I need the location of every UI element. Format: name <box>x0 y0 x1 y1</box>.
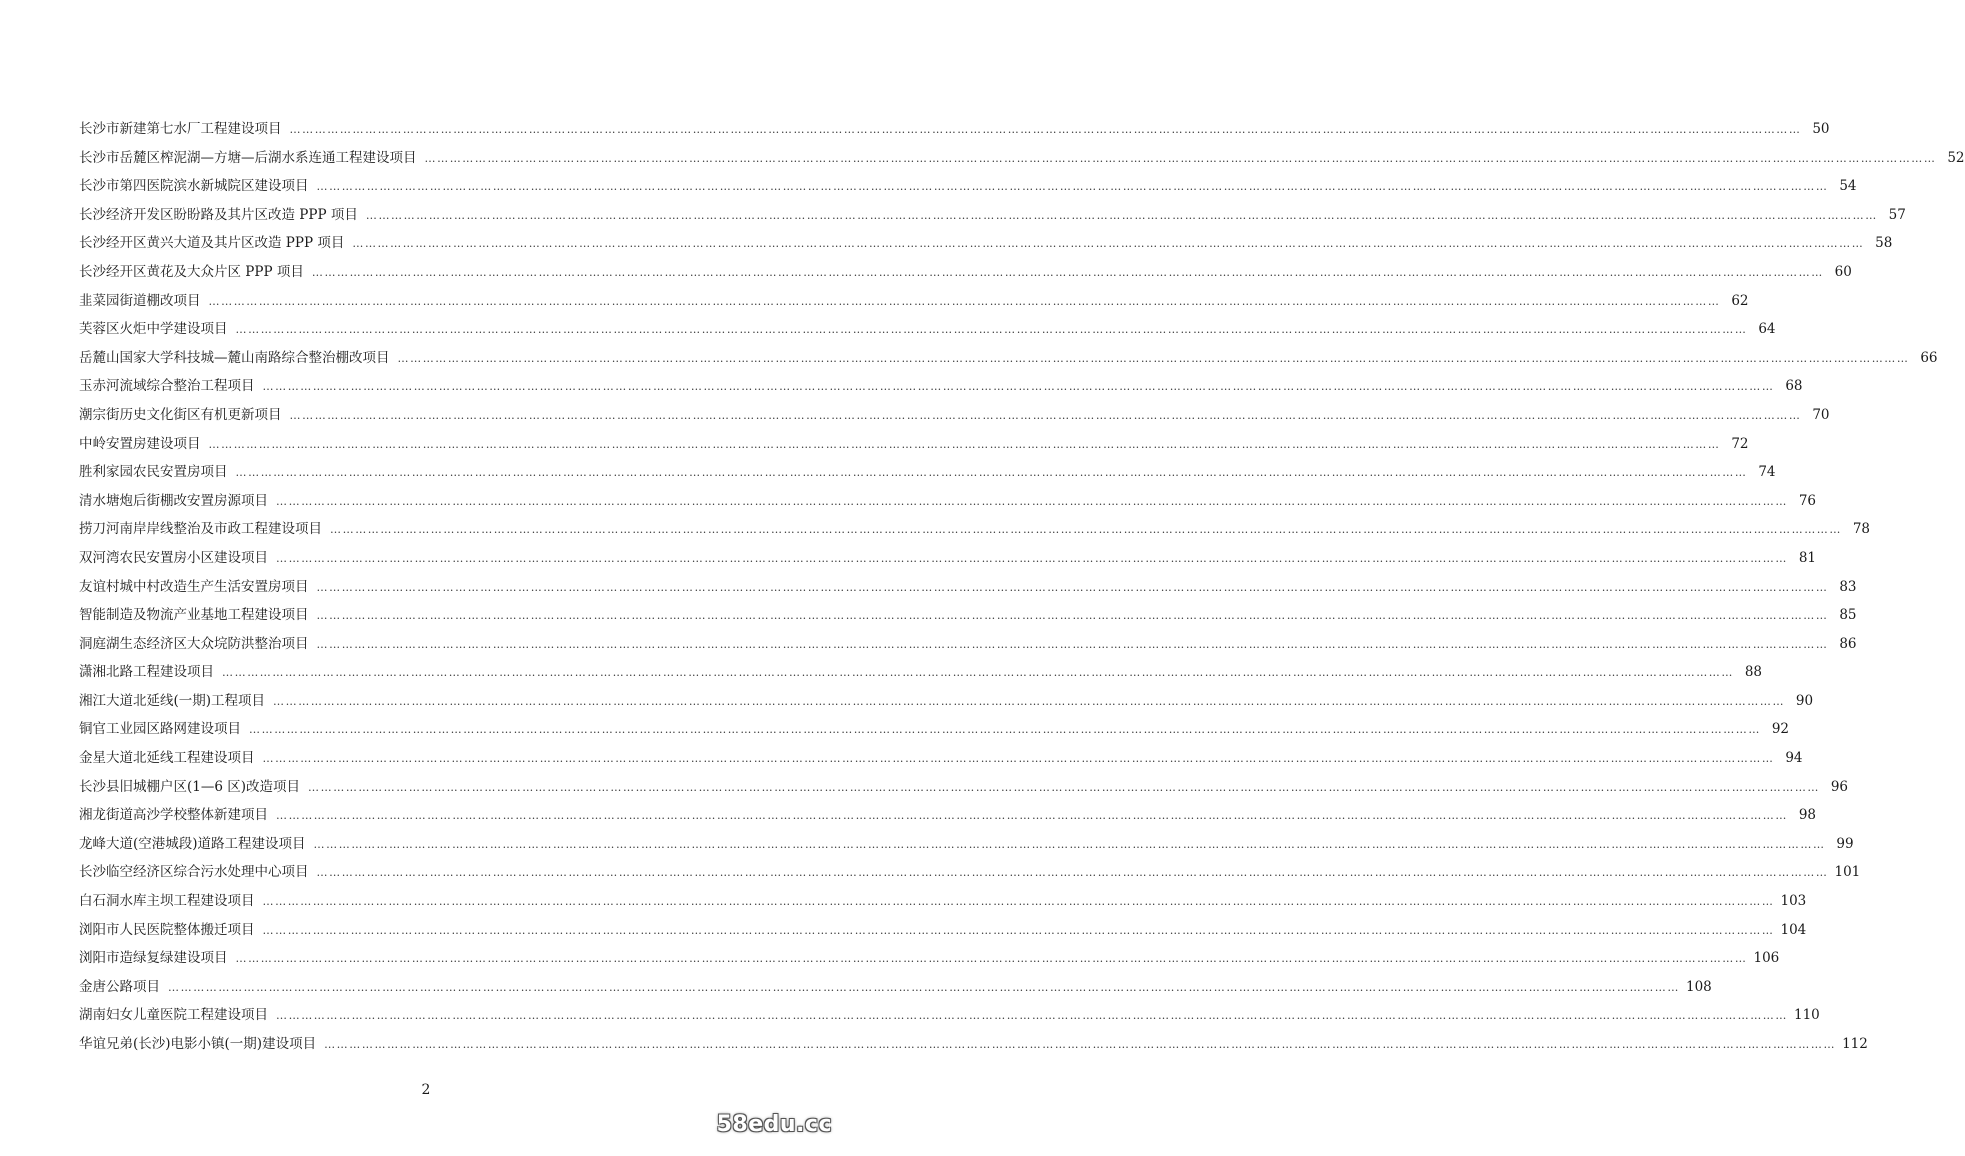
toc-entry <box>79 229 1893 258</box>
toc-entry-title: 白石洞水库主坝工程建设项目 <box>79 893 255 910</box>
toc-entry-page: 83 <box>1839 578 1857 595</box>
toc-dot-leader: ……………………………………………………………………………………………………………………………………………………………………………………………………………………………………………………………………………………………………………………………… <box>313 837 1826 851</box>
toc-dot-leader: ……………………………………………………………………………………………………………………………………………………………………………………………………………………………………………………………………………………………………………………………… <box>262 895 1775 909</box>
toc-entry-page: 99 <box>1836 835 1854 852</box>
toc-entry-page: 72 <box>1731 435 1749 452</box>
toc-entry <box>79 887 1807 916</box>
toc-entry-page: 66 <box>1920 349 1938 366</box>
toc-entry <box>79 344 1938 373</box>
toc-entry <box>79 315 1776 344</box>
toc-dot-leader: ……………………………………………………………………………………………………………………………………………………………………………………………………………………………………………………………………………………………………………………………… <box>316 866 1829 880</box>
toc-dot-leader: ……………………………………………………………………………………………………………………………………………………………………………………………………………………………………………………………………………………………………………………………… <box>289 123 1802 136</box>
toc-dot-leader: ……………………………………………………………………………………………………………………………………………………………………………………………………………………………………………………………………………………………………………………………… <box>316 637 1829 651</box>
toc-entry-page: 112 <box>1842 1036 1868 1052</box>
watermark: 58edu.cc <box>716 1112 832 1137</box>
toc-entry-title: 中岭安置房建设项目 <box>79 435 201 452</box>
toc-entry <box>79 944 1780 973</box>
toc-entry <box>79 658 1762 687</box>
toc-entry-title: 清水塘炮后街棚改安置房源项目 <box>79 492 268 509</box>
toc-entry <box>79 687 1814 716</box>
toc-entry-title: 潇湘北路工程建设项目 <box>79 664 214 681</box>
toc-entry <box>79 858 1861 887</box>
toc-entry <box>79 744 1803 773</box>
toc-entry <box>79 144 1965 173</box>
toc-entry-title: 长沙经开区黄花及大众片区 PPP 项目 <box>79 263 304 280</box>
toc-entry-page: 85 <box>1839 607 1857 624</box>
toc-dot-leader: ……………………………………………………………………………………………………………………………………………………………………………………………………………………………………………………………………………………………………………………………… <box>273 694 1786 708</box>
toc-dot-leader: ……………………………………………………………………………………………………………………………………………………………………………………………………………………………………………………………………………………………………………………………… <box>316 609 1829 623</box>
toc-entry <box>79 201 1906 230</box>
toc-entry-title: 长沙经济开发区盼盼路及其片区改造 PPP 项目 <box>79 206 358 223</box>
toc-entry-page: 50 <box>1812 121 1830 137</box>
toc-entry <box>79 515 1870 544</box>
toc-entry <box>79 258 1852 287</box>
toc-dot-leader: ……………………………………………………………………………………………………………………………………………………………………………………………………………………………………………………………………………………………………………………………… <box>276 1009 1788 1023</box>
toc-entry-title: 金唐公路项目 <box>79 978 160 995</box>
toc-entry <box>79 1001 1820 1030</box>
toc-entry <box>79 401 1830 430</box>
toc-dot-leader: ……………………………………………………………………………………………………………………………………………………………………………………………………………………………………………………………………………………………………………………………… <box>324 1038 1837 1051</box>
toc-entry <box>79 630 1857 659</box>
toc-entry-title: 长沙市新建第七水厂工程建设项目 <box>79 121 282 137</box>
toc-entry <box>79 573 1857 602</box>
toc-entry-page: 110 <box>1794 1007 1820 1024</box>
toc-dot-leader: ……………………………………………………………………………………………………………………………………………………………………………………………………………………………………………………………………………………………………………………………… <box>330 523 1842 537</box>
toc-entry-title: 金星大道北延线工程建设项目 <box>79 750 255 767</box>
toc-entry <box>79 487 1816 516</box>
toc-entry-title: 洞庭湖生态经济区大众垸防洪整治项目 <box>79 635 309 652</box>
toc-entry-title: 湖南妇女儿童医院工程建设项目 <box>79 1007 268 1024</box>
toc-dot-leader: ……………………………………………………………………………………………………………………………………………………………………………………………………………………………………………………………………………………………………………………………… <box>365 208 1878 222</box>
toc-entry-page: 58 <box>1875 235 1893 252</box>
toc-entry-page: 52 <box>1947 149 1965 166</box>
toc-entry-page: 57 <box>1888 206 1906 223</box>
toc-entry-title: 韭菜园街道棚改项目 <box>79 292 201 309</box>
toc-entry-title: 潮宗街历史文化街区有机更新项目 <box>79 406 282 423</box>
toc-entry-title: 岳麓山国家大学科技城—麓山南路综合整治棚改项目 <box>79 349 390 366</box>
toc-entry-page: 98 <box>1798 807 1816 824</box>
toc-dot-leader: ……………………………………………………………………………………………………………………………………………………………………………………………………………………………………………………………………………………………………………………………… <box>276 809 1788 823</box>
toc-entry-page: 86 <box>1839 635 1857 652</box>
toc-entry-page: 81 <box>1798 549 1816 566</box>
toc-entry-page: 96 <box>1830 778 1849 795</box>
toc-entry-title: 铜官工业园区路网建设项目 <box>79 721 241 738</box>
toc-entry <box>79 172 1857 201</box>
toc-entry-title: 友谊村城中村改造生产生活安置房项目 <box>79 578 309 595</box>
toc-dot-leader: ……………………………………………………………………………………………………………………………………………………………………………………………………………………………………………………………………………………………………………………………… <box>276 494 1788 508</box>
toc-entry-page: 103 <box>1780 893 1807 910</box>
toc-dot-leader: ……………………………………………………………………………………………………………………………………………………………………………………………………………………………………………………………………………………………………………………………… <box>208 294 1721 308</box>
toc-entry <box>79 830 1854 859</box>
toc-entry-page: 92 <box>1771 721 1789 738</box>
toc-entry <box>79 1030 1868 1059</box>
toc-dot-leader: ……………………………………………………………………………………………………………………………………………………………………………………………………………………………………………………………………………………………………………………………… <box>424 151 1937 165</box>
toc-entry-page: 60 <box>1834 263 1852 280</box>
table-of-contents <box>79 115 1965 1059</box>
toc-entry <box>79 372 1803 401</box>
toc-dot-leader: ……………………………………………………………………………………………………………………………………………………………………………………………………………………………………………………………………………………………………………………………… <box>262 923 1775 937</box>
toc-entry <box>79 773 1849 802</box>
toc-entry-title: 长沙经开区黄兴大道及其片区改造 PPP 项目 <box>79 235 345 252</box>
toc-dot-leader: ……………………………………………………………………………………………………………………………………………………………………………………………………………………………………………………………………………………………………………………………… <box>316 180 1829 194</box>
toc-entry <box>79 801 1816 830</box>
toc-entry-title: 龙峰大道(空港城段)道路工程建设项目 <box>79 835 306 852</box>
toc-entry <box>79 715 1789 744</box>
toc-entry <box>79 544 1816 573</box>
toc-entry <box>79 916 1807 945</box>
toc-entry-page: 64 <box>1758 321 1776 338</box>
toc-entry-page: 90 <box>1795 692 1814 709</box>
toc-entry-page: 76 <box>1798 492 1816 509</box>
toc-dot-leader: ……………………………………………………………………………………………………………………………………………………………………………………………………………………………………………………………………………………………………………………………… <box>222 666 1734 680</box>
toc-entry-page: 108 <box>1686 978 1712 995</box>
toc-entry-title: 双河湾农民安置房小区建设项目 <box>79 549 268 566</box>
toc-entry-title: 浏阳市造绿复绿建设项目 <box>79 950 228 967</box>
toc-entry-page: 94 <box>1785 750 1803 767</box>
toc-entry-page: 104 <box>1780 921 1807 938</box>
toc-entry <box>79 458 1776 487</box>
toc-entry-title: 湘龙街道高沙学校整体新建项目 <box>79 807 268 824</box>
toc-dot-leader: ……………………………………………………………………………………………………………………………………………………………………………………………………………………………………………………………………………………………………………………………… <box>235 952 1748 966</box>
toc-entry <box>79 115 1830 144</box>
toc-entry-title: 玉赤河流域综合整治工程项目 <box>79 378 255 395</box>
toc-dot-leader: ……………………………………………………………………………………………………………………………………………………………………………………………………………………………………………………………………………………………………………………………… <box>352 237 1865 251</box>
toc-entry-page: 101 <box>1834 864 1861 881</box>
toc-dot-leader: ……………………………………………………………………………………………………………………………………………………………………………………………………………………………………………………………………………………………………………………………… <box>311 265 1824 279</box>
toc-entry <box>79 601 1857 630</box>
toc-dot-leader: ……………………………………………………………………………………………………………………………………………………………………………………………………………………………………………………………………………………………………………………………… <box>235 466 1748 480</box>
toc-entry-page: 74 <box>1758 464 1776 481</box>
toc-entry-page: 78 <box>1852 521 1870 538</box>
toc-entry-title: 捞刀河南岸岸线整治及市政工程建设项目 <box>79 521 322 538</box>
toc-entry-page: 70 <box>1812 406 1830 423</box>
toc-entry <box>79 430 1749 459</box>
toc-entry-title: 长沙市第四医院滨水新城院区建设项目 <box>79 178 309 195</box>
toc-dot-leader: ……………………………………………………………………………………………………………………………………………………………………………………………………………………………………………………………………………………………………………………………… <box>308 780 1821 794</box>
toc-dot-leader: ……………………………………………………………………………………………………………………………………………………………………………………………………………………………………………………………………………………………………………………………… <box>316 580 1829 594</box>
toc-entry-page: 54 <box>1839 178 1857 195</box>
toc-entry-title: 芙蓉区火炬中学建设项目 <box>79 321 228 338</box>
toc-dot-leader: ……………………………………………………………………………………………………………………………………………………………………………………………………………………………………………………………………………………………………………………………… <box>276 551 1788 565</box>
toc-dot-leader: ……………………………………………………………………………………………………………………………………………………………………………………………………………………………………………………………………………………………………………………………… <box>235 323 1748 337</box>
toc-entry <box>79 973 1712 1002</box>
page-number: 2 <box>421 1082 431 1098</box>
toc-dot-leader: ……………………………………………………………………………………………………………………………………………………………………………………………………………………………………………………………………………………………………………………………… <box>208 437 1721 451</box>
toc-dot-leader: ……………………………………………………………………………………………………………………………………………………………………………………………………………………………………………………………………………………………………………………………… <box>262 380 1775 394</box>
toc-dot-leader: ……………………………………………………………………………………………………………………………………………………………………………………………………………………………………………………………………………………………………………………………… <box>168 980 1680 994</box>
toc-entry-title: 华谊兄弟(长沙)电影小镇(一期)建设项目 <box>79 1036 317 1052</box>
toc-dot-leader: ……………………………………………………………………………………………………………………………………………………………………………………………………………………………………………………………………………………………………………………………… <box>249 723 1761 737</box>
toc-entry <box>79 287 1749 316</box>
toc-entry-title: 湘江大道北延线(一期)工程项目 <box>79 692 266 709</box>
toc-entry-page: 68 <box>1785 378 1803 395</box>
toc-entry-title: 浏阳市人民医院整体搬迁项目 <box>79 921 255 938</box>
toc-dot-leader: ……………………………………………………………………………………………………………………………………………………………………………………………………………………………………………………………………………………………………………………………… <box>397 351 1910 365</box>
toc-entry-title: 胜利家园农民安置房项目 <box>79 464 228 481</box>
toc-dot-leader: ……………………………………………………………………………………………………………………………………………………………………………………………………………………………………………………………………………………………………………………………… <box>289 408 1802 422</box>
toc-entry-page: 62 <box>1731 292 1749 309</box>
toc-entry-title: 智能制造及物流产业基地工程建设项目 <box>79 607 309 624</box>
toc-entry-title: 长沙临空经济区综合污水处理中心项目 <box>79 864 309 881</box>
toc-entry-title: 长沙市岳麓区榨泥湖—方塘—后湖水系连通工程建设项目 <box>79 149 417 166</box>
toc-dot-leader: ……………………………………………………………………………………………………………………………………………………………………………………………………………………………………………………………………………………………………………………………… <box>262 752 1775 766</box>
toc-entry-title: 长沙县旧城棚户区(1—6 区)改造项目 <box>79 778 301 795</box>
toc-entry-page: 88 <box>1744 664 1762 681</box>
toc-entry-page: 106 <box>1753 950 1780 967</box>
